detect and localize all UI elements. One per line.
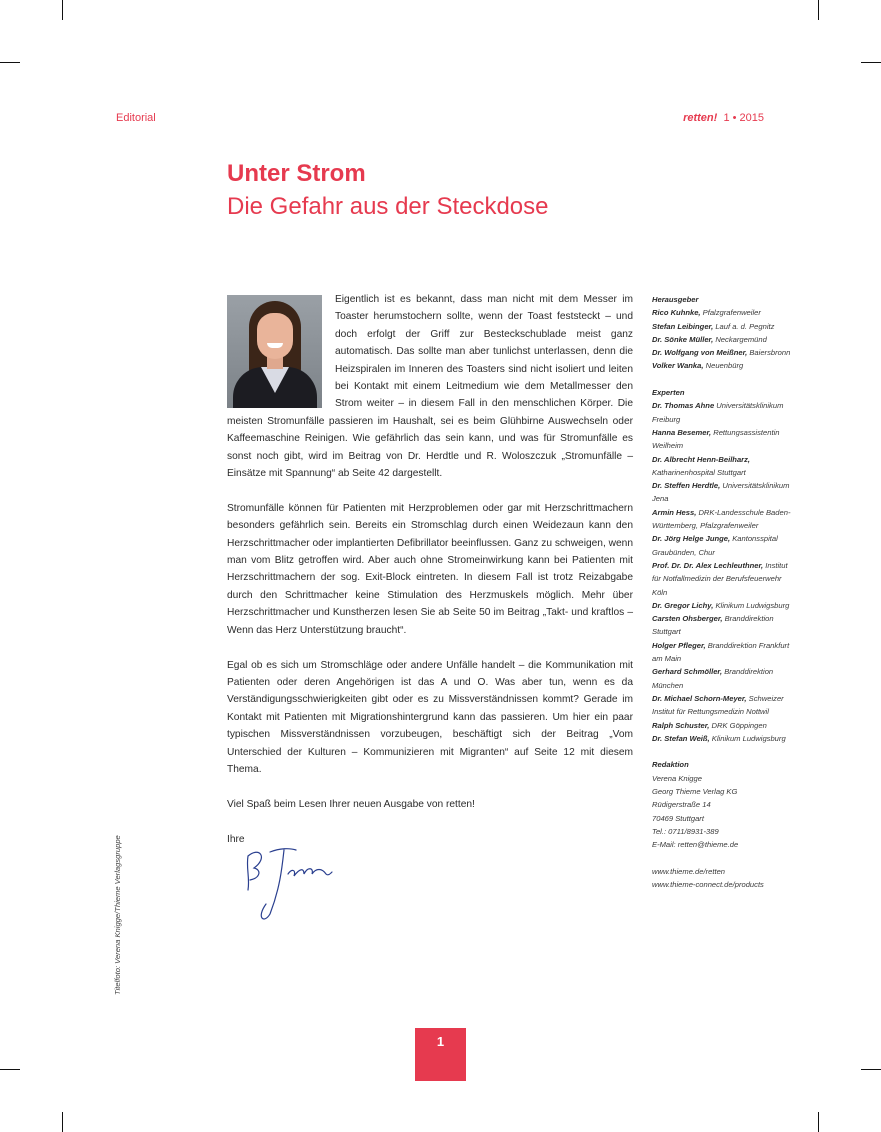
paragraph: Eigentlich ist es bekannt, dass man nicht mit dem Messer im Toaster herumstochern sollte, wenn der Toast feststeckt – und doch erfolgt der Griff zur Besteckschublade meist ganz automatisch. Das sollte man aber tunlichst unterlassen, denn die Heizspiralen im Inneren des Toasters sind nicht isoliert und leiten bei Kontakt mit einem Leitmedium wie dem Metallmesser den Strom weiter – in diesem Fall in den menschlichen Körper. Die meisten Stromunfälle passieren im Haushalt, sei es beim Glühbirne Auswechseln oder Kaffeemaschine Reinigen. Wie gefährlich das sein kann, und was für Stromunfälle es sonst noch gibt, wird im Beitrag von Dr. Herdtle und R. Woloszczuk „Stromunfälle – Einsätze mit Spannung“ ab Seite 42 dargestellt. [227, 294, 633, 480]
contributor-entry: Ralph Schuster, DRK Göppingen [652, 720, 767, 730]
contributor-entry: Holger Pfleger, Branddirektion Frankfurt am Main [652, 640, 790, 664]
paragraph: Stromunfälle können für Patienten mit Herzproblemen oder gar mit Herzschrittmachern besonders gefährlich sein. Bereits ein Stromschlag durch einen Weidezaun kann den Herzschrittmacher oder implantierten Defibrillator beeinflussen. Ganz zu schweigen, wenn man vom Blitz getroffen wird. Aber auch ohne Stromeinwirkung kann bei Patienten mit Herzschrittmachern der sog. Exit-Block eintreten. In diesem Fall ist trotz Reizabgabe durch den Schrittmacher keine Stimulation des Herzmuskels möglich. Mehr über Herzschrittmacher und Kunstherzen lesen Sie ab Seite 50 im Beitrag „Takt- und kraftlos – Wenn das Herz Unterstützung braucht“. [227, 502, 633, 636]
herausgeber-section [652, 293, 792, 373]
contributor-entry: Stefan Leibinger, Lauf a. d. Pegnitz [652, 321, 775, 331]
crop-mark [818, 1112, 819, 1132]
section-heading: Redaktion [652, 760, 689, 770]
experten-section [652, 386, 792, 745]
contributor-entry: Dr. Sönke Müller, Neckargemünd [652, 334, 767, 344]
crop-mark [818, 0, 819, 20]
contact-line: 70469 Stuttgart [652, 813, 704, 823]
redaktion-section [652, 758, 792, 851]
section-heading: Experten [652, 388, 685, 398]
website-link[interactable]: www.thieme.de/retten [652, 866, 726, 876]
contributor-entry: Dr. Gregor Lichy, Klinikum Ludwigsburg [652, 600, 790, 610]
contributor-entry: Dr. Jörg Helge Junge, Kantonsspital Graubünden, Chur [652, 534, 778, 557]
crop-mark [0, 62, 20, 63]
section-heading: Herausgeber [652, 295, 699, 304]
issue-number: 1 • 2015 [723, 112, 764, 124]
crop-mark [62, 1112, 63, 1132]
editorial-body [227, 291, 633, 865]
contact-line: Verena Knigge [652, 773, 702, 783]
section-label: Editorial [116, 112, 156, 124]
closing-line: Viel Spaß beim Lesen Ihrer neuen Ausgabe von retten! [227, 798, 475, 810]
contributor-entry: Rico Kuhnke, Pfalzgrafenweiler [652, 308, 761, 318]
contact-line: Tel.: 0711/8931-389 [652, 826, 719, 836]
signature [240, 838, 335, 926]
website-link[interactable]: www.thieme-connect.de/products [652, 880, 764, 890]
contributor-entry: Prof. Dr. Dr. Alex Lechleuthner, Institut für Notfallmedizin der Berufsfeuerwehr Köln [652, 560, 788, 597]
issue-info [683, 112, 764, 124]
magazine-name: retten! [683, 112, 718, 124]
contributor-entry: Dr. Thomas Ahne Universitätsklinikum Freiburg [652, 401, 784, 424]
contributor-entry: Armin Hess, DRK-Landesschule Baden-Württemberg, Pfalzgrafenweiler [652, 507, 791, 531]
contributor-entry: Dr. Stefan Weiß, Klinikum Ludwigsburg [652, 733, 786, 743]
contributor-entry: Dr. Wolfgang von Meißner, Baiersbronn [652, 348, 791, 358]
crop-mark [861, 62, 881, 63]
contributor-entry: Volker Wanka, Neuenbürg [652, 361, 744, 371]
contributor-entry: Dr. Albrecht Henn-Beilharz, Katharinenhospital Stuttgart [652, 454, 751, 477]
page-number: 1 [415, 1028, 466, 1081]
contributor-entry: Hanna Besemer, Rettungsassistentin Weilheim [652, 427, 780, 451]
paragraph: Egal ob es sich um Stromschläge oder andere Unfälle handelt – die Kommunikation mit Patienten oder deren Angehörigen ist das A und O. Was aber tun, wenn es da Verständigungsschwierigkeiten gibt oder es zu Missverständnissen kommt? Gerade im Kontakt mit Patienten mit Migrationshintergrund kann das passieren. Um hier ein paar typischen Missverständnissen vorzubeugen, beschäftigt sich der Beitrag „Vom Unterschied der Kulturen – Kommunizieren mit Migranten“ auf Seite 12 mit diesem Thema. [227, 659, 633, 775]
crop-mark [861, 1069, 881, 1070]
email-link[interactable]: E-Mail: retten@thieme.de [652, 840, 739, 850]
crop-mark [0, 1069, 20, 1070]
contributor-entry: Carsten Ohsberger, Branddirektion Stuttgart [652, 614, 774, 637]
contributor-entry: Gerhard Schmöller, Branddirektion München [652, 667, 774, 690]
links-section [652, 865, 792, 892]
contributor-entry: Dr. Michael Schorn-Meyer, Schweizer Institut für Rettungsmedizin Nottwil [652, 693, 784, 717]
salutation: Ihre [227, 833, 245, 845]
photo-credit: Titelfoto: Verena Knigge/Thieme Verlagsgruppe [113, 835, 122, 995]
page-subtitle: Die Gefahr aus der Steckdose [227, 193, 549, 220]
contact-line: Georg Thieme Verlag KG [652, 786, 738, 796]
contributor-entry: Dr. Steffen Herdtle, Universitätsklinikum Jena [652, 481, 790, 504]
masthead-sidebar [652, 293, 792, 905]
crop-mark [62, 0, 63, 20]
page-title: Unter Strom [227, 160, 366, 187]
contact-line: Rüdigerstraße 14 [652, 800, 711, 810]
